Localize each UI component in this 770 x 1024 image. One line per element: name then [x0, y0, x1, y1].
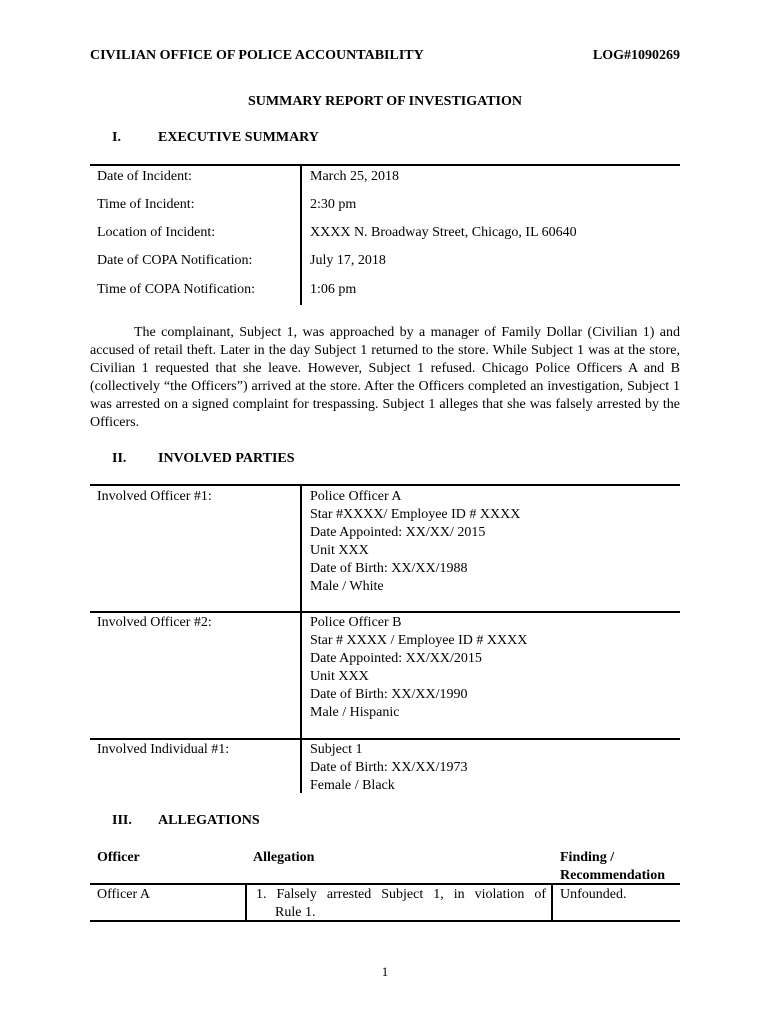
summary-label: Time of Incident:	[97, 197, 195, 212]
section-2-number: II.	[112, 451, 127, 466]
allegations-divider-left	[245, 885, 247, 920]
allegation-finding: Unfounded.	[560, 887, 627, 902]
summary-label: Date of COPA Notification:	[97, 253, 253, 268]
party-line: Date of Birth: XX/XX/1988	[310, 561, 468, 576]
party-label: Involved Officer #2:	[97, 615, 212, 630]
party-line: Date Appointed: XX/XX/2015	[310, 651, 482, 666]
allegations-table-top-rule	[90, 883, 680, 885]
section-1-title: EXECUTIVE SUMMARY	[158, 130, 319, 145]
party-line: Unit XXX	[310, 543, 369, 558]
summary-value: 1:06 pm	[310, 282, 357, 297]
office-name: CIVILIAN OFFICE OF POLICE ACCOUNTABILITY	[90, 48, 424, 63]
allegations-header-finding: Finding / Recommendation	[560, 850, 665, 883]
party-line: Unit XXX	[310, 669, 369, 684]
party-line: Star #XXXX/ Employee ID # XXXX	[310, 507, 521, 522]
summary-paragraph: The complainant, Subject 1, was approached by a manager of Family Dollar (Civilian 1) and accused of retail theft. Later in the day Subject 1 returned to the store. While Subject 1 was at the store, Civilian 1 requested that she leave. However, Subject 1 refused. Chicago Police Officers A and B (collectively “the Officers”) arrived at the store. After the Officers completed an investigation, Subject 1 was arrested on a signed complaint for trespassing. Subject 1 alleges that she was falsely arrested by the Officers.	[90, 325, 680, 430]
party-line: Subject 1	[310, 742, 363, 757]
log-number: LOG#1090269	[592, 48, 680, 63]
parties-row-rule	[90, 738, 680, 740]
party-details	[310, 488, 520, 596]
allegations-header-allegation: Allegation	[253, 850, 315, 865]
section-3-number: III.	[112, 813, 132, 828]
summary-table-divider	[300, 166, 302, 305]
party-line: Date Appointed: XX/XX/ 2015	[310, 525, 486, 540]
summary-label: Time of COPA Notification:	[97, 282, 256, 297]
party-line: Date of Birth: XX/XX/1990	[310, 687, 468, 702]
allegations-header-officer: Officer	[97, 850, 140, 865]
party-line: Star # XXXX / Employee ID # XXXX	[310, 633, 528, 648]
party-label: Involved Officer #1:	[97, 489, 212, 504]
report-title: SUMMARY REPORT OF INVESTIGATION	[248, 94, 522, 109]
allegations-table-bottom-rule	[90, 920, 680, 922]
party-label: Involved Individual #1:	[97, 742, 230, 757]
section-1-number: I.	[112, 130, 121, 145]
page-number: 1	[381, 964, 389, 979]
party-line: Police Officer A	[310, 489, 402, 504]
summary-table-top-rule	[90, 164, 680, 166]
parties-table-top-rule	[90, 484, 680, 486]
party-line: Date of Birth: XX/XX/1973	[310, 760, 468, 775]
party-line: Police Officer B	[310, 615, 402, 630]
party-line: Female / Black	[310, 778, 395, 793]
party-details	[310, 741, 467, 795]
party-line: Male / White	[310, 579, 384, 594]
summary-value: XXXX N. Broadway Street, Chicago, IL 60640	[310, 225, 577, 240]
allegation-text: 1. Falsely arrested Subject 1, in violation of Rule 1.	[256, 887, 546, 920]
allegation-officer: Officer A	[97, 887, 150, 902]
allegations-divider-right	[551, 885, 553, 920]
summary-label: Date of Incident:	[97, 169, 192, 184]
parties-table-divider	[300, 486, 302, 793]
summary-value: March 25, 2018	[310, 169, 400, 184]
section-2-title: INVOLVED PARTIES	[158, 451, 295, 466]
summary-label: Location of Incident:	[97, 225, 216, 240]
section-3-title: ALLEGATIONS	[158, 813, 260, 828]
summary-value: July 17, 2018	[310, 253, 386, 268]
parties-row-rule	[90, 611, 680, 613]
summary-value: 2:30 pm	[310, 197, 357, 212]
party-line: Male / Hispanic	[310, 705, 400, 720]
party-details	[310, 614, 527, 722]
